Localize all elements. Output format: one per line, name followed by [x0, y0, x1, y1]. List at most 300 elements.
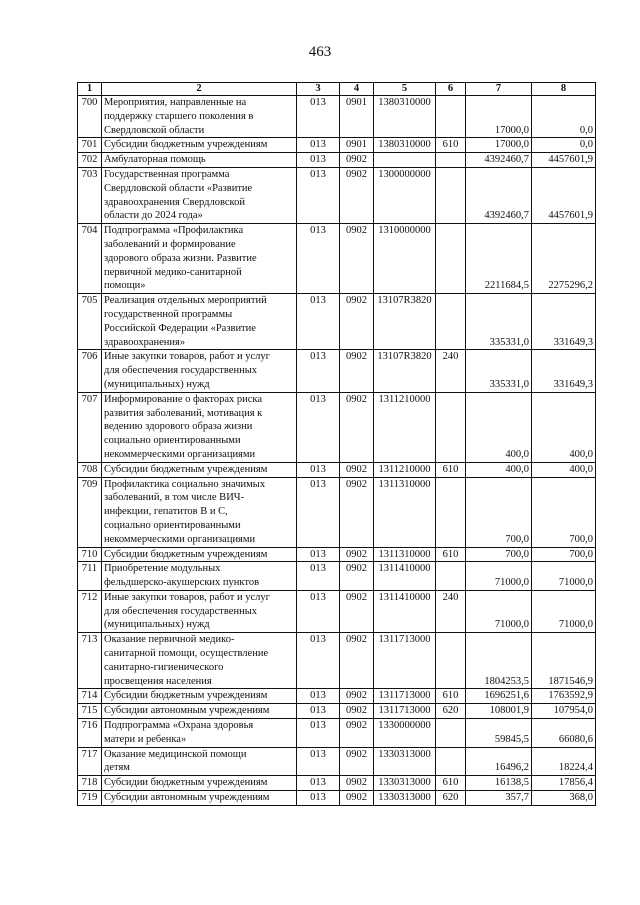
expense-type-cell: [436, 96, 466, 138]
item-name-line: Субсидии бюджетным учреждениям: [104, 777, 268, 789]
expense-type-text: 610: [442, 548, 459, 560]
row-number-cell: [78, 747, 102, 776]
item-name-line: некоммерческими организациями: [104, 533, 256, 545]
amount-year-2-text: 331649,3: [553, 336, 593, 348]
ministry-code-text: 013: [310, 792, 326, 804]
table-body: [78, 96, 596, 806]
table-row: [78, 96, 596, 138]
row-number-text: 716: [81, 720, 98, 732]
row-number-cell: [78, 689, 102, 704]
amount-year-1-text: 400,0: [505, 448, 529, 460]
section-code-text: 0902: [346, 295, 367, 307]
item-name-line: Субсидии бюджетным учреждениям: [104, 139, 268, 151]
target-article-text: 1311713000: [378, 634, 431, 646]
row-number-cell: [78, 791, 102, 806]
table-row: [78, 392, 596, 462]
item-name-line: для обеспечения государственных: [104, 365, 257, 377]
amount-year-1-text: 2211684,5: [484, 280, 529, 292]
amount-year-2-cell: [532, 747, 596, 776]
target-article-text: 1311410000: [378, 591, 431, 603]
row-number-cell: [78, 167, 102, 223]
item-name-line: (муниципальных) нужд: [104, 378, 210, 390]
item-name-line: здравоохранения»: [104, 336, 186, 348]
item-name-cell: [102, 791, 297, 806]
item-name-line: (муниципальных) нужд: [104, 619, 210, 631]
item-name-cell: [102, 392, 297, 462]
item-name-line: для обеспечения государственных: [104, 605, 257, 617]
amount-year-2-text: 700,0: [569, 548, 593, 560]
amount-year-1-cell: [466, 791, 532, 806]
amount-year-1-text: 16138,5: [494, 777, 529, 789]
table-row: [78, 562, 596, 591]
expense-type-cell: [436, 138, 466, 153]
item-name-line: Оказание первичной медико-: [104, 634, 235, 646]
row-number-cell: [78, 462, 102, 477]
row-number-text: 715: [81, 705, 98, 717]
amount-year-2-text: 400,0: [569, 463, 593, 475]
amount-year-2-text: 4457601,9: [548, 210, 593, 222]
ministry-code-text: 013: [310, 351, 326, 363]
expense-type-text: 620: [442, 792, 459, 804]
item-name-line: Приобретение модульных: [104, 563, 221, 575]
section-code-text: 0902: [346, 168, 367, 180]
section-code-text: 0902: [346, 463, 367, 475]
row-number-text: 719: [81, 792, 98, 804]
row-number-text: 700: [81, 97, 98, 108]
amount-year-1-cell: [466, 138, 532, 153]
expense-type-text: 610: [442, 463, 459, 475]
section-code-text: 0902: [346, 351, 367, 363]
ministry-code-cell: [297, 392, 340, 462]
target-article-cell: [374, 153, 436, 168]
ministry-code-cell: [297, 689, 340, 704]
row-number-cell: [78, 704, 102, 719]
row-number-cell: [78, 562, 102, 591]
table-row: [78, 138, 596, 153]
amount-year-2-text: 4457601,9: [548, 154, 593, 166]
row-number-cell: [78, 719, 102, 748]
target-article-text: 1300000000: [378, 168, 431, 180]
expense-type-cell: [436, 294, 466, 350]
section-code-cell: [340, 392, 374, 462]
row-number-cell: [78, 138, 102, 153]
ministry-code-cell: [297, 294, 340, 350]
item-name-cell: [102, 224, 297, 294]
amount-year-1-text: 1804253,5: [484, 675, 529, 687]
amount-year-2-text: 1871546,9: [548, 675, 593, 687]
table-row: [78, 167, 596, 223]
row-number-text: 714: [81, 690, 98, 702]
item-name-line: Реализация отдельных мероприятий: [104, 295, 267, 307]
amount-year-2-text: 17856,4: [558, 777, 593, 789]
target-article-cell: [374, 462, 436, 477]
target-article-text: 1330000000: [378, 720, 431, 732]
target-article-text: 1311210000: [378, 393, 431, 405]
section-code-cell: [340, 96, 374, 138]
item-name-line: матери и ребенка»: [104, 733, 187, 745]
table-row: [78, 791, 596, 806]
expense-type-cell: [436, 633, 466, 689]
target-article-cell: [374, 350, 436, 392]
item-name-line: Иные закупки товаров, работ и услуг: [104, 591, 270, 603]
row-number-cell: [78, 96, 102, 138]
row-number-text: 718: [81, 777, 98, 789]
table-row: [78, 153, 596, 168]
row-number-cell: [78, 633, 102, 689]
section-code-text: 0902: [346, 591, 367, 603]
amount-year-2-text: 1763592,9: [548, 690, 593, 702]
ministry-code-cell: [297, 138, 340, 153]
target-article-cell: [374, 96, 436, 138]
expense-type-cell: [436, 547, 466, 562]
ministry-code-text: 013: [310, 777, 326, 789]
target-article-text: 1380310000: [378, 139, 431, 151]
section-code-text: 0901: [346, 97, 367, 108]
amount-year-2-cell: [532, 633, 596, 689]
amount-year-1-text: 357,7: [505, 792, 529, 804]
amount-year-2-cell: [532, 138, 596, 153]
amount-year-1-cell: [466, 633, 532, 689]
row-number-text: 702: [81, 154, 98, 166]
item-name-cell: [102, 633, 297, 689]
section-code-text: 0902: [346, 690, 367, 702]
item-name-line: фельдшерско-акушерских пунктов: [104, 577, 260, 589]
row-number-text: 711: [81, 563, 98, 575]
item-name-line: здравоохранения Свердловской: [104, 196, 245, 208]
target-article-cell: [374, 224, 436, 294]
ministry-code-cell: [297, 747, 340, 776]
row-number-cell: [78, 776, 102, 791]
ministry-code-text: 013: [310, 168, 326, 180]
item-name-line: Иные закупки товаров, работ и услуг: [104, 351, 270, 363]
target-article-cell: [374, 791, 436, 806]
amount-year-1-text: 1696251,6: [484, 690, 529, 702]
item-name-line: Подпрограмма «Охрана здоровья: [104, 720, 254, 732]
amount-year-2-cell: [532, 776, 596, 791]
expense-type-text: 610: [442, 690, 459, 702]
item-name-line: Субсидии бюджетным учреждениям: [104, 548, 268, 560]
amount-year-2-cell: [532, 477, 596, 547]
target-article-text: 13107R3820: [377, 295, 432, 307]
target-article-cell: [374, 590, 436, 632]
column-header: 3: [297, 83, 340, 96]
table-row: [78, 704, 596, 719]
item-name-cell: [102, 747, 297, 776]
ministry-code-cell: [297, 590, 340, 632]
target-article-cell: [374, 562, 436, 591]
ministry-code-text: 013: [310, 295, 326, 307]
section-code-cell: [340, 477, 374, 547]
row-number-cell: [78, 224, 102, 294]
ministry-code-cell: [297, 719, 340, 748]
item-name-line: Профилактика социально значимых: [104, 478, 266, 490]
section-code-cell: [340, 590, 374, 632]
table-row: [78, 776, 596, 791]
item-name-line: поддержку старшего поколения в: [104, 110, 254, 122]
row-number-text: 705: [81, 295, 98, 307]
section-code-cell: [340, 350, 374, 392]
target-article-text: 1330313000: [378, 748, 431, 760]
ministry-code-text: 013: [310, 634, 326, 646]
target-article-cell: [374, 633, 436, 689]
ministry-code-cell: [297, 96, 340, 138]
table-row: [78, 747, 596, 776]
item-name-cell: [102, 689, 297, 704]
table-row: [78, 350, 596, 392]
section-code-text: 0902: [346, 478, 367, 490]
amount-year-1-text: 335331,0: [489, 378, 529, 390]
amount-year-1-text: 4392460,7: [484, 154, 529, 166]
ministry-code-text: 013: [310, 748, 326, 760]
section-code-cell: [340, 719, 374, 748]
target-article-text: 1330313000: [378, 792, 431, 804]
ministry-code-text: 013: [310, 478, 326, 490]
row-number-text: 704: [81, 225, 98, 237]
column-header: 1: [78, 83, 102, 96]
header-row: [78, 83, 596, 96]
section-code-text: 0902: [346, 720, 367, 732]
amount-year-2-text: 107954,0: [553, 705, 593, 717]
table-row: [78, 224, 596, 294]
amount-year-1-cell: [466, 776, 532, 791]
table-row: [78, 547, 596, 562]
table-row: [78, 462, 596, 477]
row-number-cell: [78, 547, 102, 562]
expense-type-cell: [436, 153, 466, 168]
target-article-text: 1311310000: [378, 478, 431, 490]
amount-year-1-cell: [466, 167, 532, 223]
table-row: [78, 719, 596, 748]
ministry-code-text: 013: [310, 563, 326, 575]
target-article-text: 1310000000: [378, 225, 431, 237]
table-row: [78, 689, 596, 704]
expense-type-cell: [436, 791, 466, 806]
amount-year-1-cell: [466, 462, 532, 477]
target-article-text: 1311210000: [378, 463, 431, 475]
item-name-line: Субсидии бюджетным учреждениям: [104, 690, 268, 702]
row-number-cell: [78, 153, 102, 168]
item-name-line: Подпрограмма «Профилактика: [104, 225, 244, 237]
section-code-cell: [340, 747, 374, 776]
section-code-cell: [340, 791, 374, 806]
ministry-code-text: 013: [310, 97, 326, 108]
expense-type-cell: [436, 704, 466, 719]
amount-year-1-text: 71000,0: [494, 619, 529, 631]
ministry-code-cell: [297, 167, 340, 223]
amount-year-1-text: 4392460,7: [484, 210, 529, 222]
amount-year-1-cell: [466, 704, 532, 719]
item-name-line: Российской Федерации «Развитие: [104, 322, 256, 334]
amount-year-1-cell: [466, 350, 532, 392]
target-article-cell: [374, 747, 436, 776]
amount-year-2-text: 71000,0: [558, 619, 593, 631]
target-article-text: 1311410000: [378, 563, 431, 575]
item-name-line: санитарной помощи, осуществление: [104, 648, 269, 660]
section-code-text: 0902: [346, 154, 367, 166]
row-number-text: 703: [81, 168, 98, 180]
ministry-code-text: 013: [310, 591, 326, 603]
target-article-cell: [374, 294, 436, 350]
amount-year-1-cell: [466, 562, 532, 591]
target-article-cell: [374, 167, 436, 223]
section-code-cell: [340, 547, 374, 562]
section-code-cell: [340, 167, 374, 223]
column-header: 2: [102, 83, 297, 96]
section-code-cell: [340, 633, 374, 689]
ministry-code-text: 013: [310, 548, 326, 560]
amount-year-1-text: 17000,0: [494, 124, 529, 136]
section-code-text: 0902: [346, 563, 367, 575]
amount-year-2-cell: [532, 294, 596, 350]
item-name-cell: [102, 96, 297, 138]
ministry-code-cell: [297, 547, 340, 562]
row-number-text: 712: [81, 591, 98, 603]
item-name-cell: [102, 704, 297, 719]
item-name-cell: [102, 167, 297, 223]
item-name-line: Информирование о факторах риска: [104, 393, 263, 405]
amount-year-2-cell: [532, 350, 596, 392]
amount-year-1-cell: [466, 590, 532, 632]
ministry-code-cell: [297, 562, 340, 591]
amount-year-1-text: 700,0: [505, 533, 529, 545]
amount-year-2-cell: [532, 167, 596, 223]
ministry-code-text: 013: [310, 720, 326, 732]
expense-type-text: 610: [442, 139, 459, 151]
section-code-text: 0902: [346, 634, 367, 646]
item-name-line: заболеваний, в том числе ВИЧ-: [104, 492, 245, 504]
section-code-text: 0902: [346, 777, 367, 789]
row-number-text: 706: [81, 351, 98, 363]
item-name-line: социально ориентированными: [104, 435, 241, 447]
expense-type-cell: [436, 224, 466, 294]
item-name-line: просвещения населения: [104, 675, 212, 687]
amount-year-2-text: 0,0: [579, 124, 593, 136]
item-name-line: Субсидии бюджетным учреждениям: [104, 463, 268, 475]
amount-year-1-text: 400,0: [505, 463, 529, 475]
ministry-code-text: 013: [310, 225, 326, 237]
amount-year-1-cell: [466, 294, 532, 350]
row-number-text: 713: [81, 634, 98, 646]
expense-type-cell: [436, 776, 466, 791]
item-name-line: государственной программы: [104, 308, 233, 320]
ministry-code-text: 013: [310, 463, 326, 475]
ministry-code-cell: [297, 350, 340, 392]
item-name-line: детям: [104, 762, 130, 774]
ministry-code-text: 013: [310, 393, 326, 405]
ministry-code-cell: [297, 633, 340, 689]
item-name-cell: [102, 294, 297, 350]
amount-year-2-text: 0,0: [579, 139, 593, 151]
item-name-line: Амбулаторная помощь: [104, 154, 206, 166]
ministry-code-text: 013: [310, 705, 326, 717]
amount-year-1-cell: [466, 392, 532, 462]
amount-year-2-cell: [532, 689, 596, 704]
amount-year-1-text: 59845,5: [494, 733, 529, 745]
expense-type-cell: [436, 590, 466, 632]
target-article-text: 1380310000: [378, 97, 431, 108]
target-article-text: 1330313000: [378, 777, 431, 789]
amount-year-1-cell: [466, 547, 532, 562]
amount-year-2-cell: [532, 704, 596, 719]
amount-year-2-cell: [532, 562, 596, 591]
amount-year-2-cell: [532, 96, 596, 138]
amount-year-2-text: 331649,3: [553, 378, 593, 390]
column-header: 5: [374, 83, 436, 96]
amount-year-2-text: 368,0: [569, 792, 593, 804]
ministry-code-cell: [297, 224, 340, 294]
item-name-cell: [102, 462, 297, 477]
row-number-cell: [78, 590, 102, 632]
ministry-code-cell: [297, 704, 340, 719]
amount-year-2-cell: [532, 719, 596, 748]
item-name-line: Свердловской области «Развитие: [104, 182, 253, 194]
target-article-cell: [374, 138, 436, 153]
row-number-text: 708: [81, 463, 98, 475]
row-number-cell: [78, 294, 102, 350]
expense-type-text: 240: [442, 591, 459, 603]
ministry-code-cell: [297, 776, 340, 791]
section-code-cell: [340, 224, 374, 294]
table-row: [78, 590, 596, 632]
amount-year-1-cell: [466, 689, 532, 704]
row-number-text: 717: [81, 748, 98, 760]
column-header: 7: [466, 83, 532, 96]
row-number-text: 710: [81, 548, 98, 560]
ministry-code-text: 013: [310, 154, 326, 166]
expense-type-text: 610: [442, 777, 459, 789]
row-number-cell: [78, 392, 102, 462]
item-name-cell: [102, 719, 297, 748]
item-name-line: помощи»: [104, 280, 146, 292]
amount-year-2-cell: [532, 392, 596, 462]
ministry-code-text: 013: [310, 139, 326, 151]
ministry-code-cell: [297, 462, 340, 477]
item-name-cell: [102, 138, 297, 153]
section-code-text: 0902: [346, 393, 367, 405]
item-name-cell: [102, 562, 297, 591]
section-code-text: 0901: [346, 139, 367, 151]
expense-type-cell: [436, 689, 466, 704]
section-code-text: 0902: [346, 705, 367, 717]
amount-year-1-cell: [466, 224, 532, 294]
amount-year-2-cell: [532, 153, 596, 168]
item-name-line: развития заболеваний, мотивация к: [104, 407, 263, 419]
amount-year-1-cell: [466, 96, 532, 138]
column-header: 8: [532, 83, 596, 96]
section-code-cell: [340, 689, 374, 704]
item-name-cell: [102, 547, 297, 562]
item-name-line: Свердловской области: [104, 124, 205, 136]
column-header: 4: [340, 83, 374, 96]
item-name-line: ведению здорового образа жизни: [104, 421, 253, 433]
target-article-cell: [374, 689, 436, 704]
item-name-line: Государственная программа: [104, 168, 230, 180]
amount-year-2-text: 700,0: [569, 533, 593, 545]
item-name-line: инфекции, гепатитов В и С,: [104, 506, 228, 518]
section-code-cell: [340, 138, 374, 153]
amount-year-1-cell: [466, 719, 532, 748]
item-name-line: первичной медико-санитарной: [104, 266, 242, 278]
section-code-text: 0902: [346, 548, 367, 560]
target-article-cell: [374, 547, 436, 562]
target-article-cell: [374, 477, 436, 547]
amount-year-1-text: 700,0: [505, 548, 529, 560]
amount-year-2-cell: [532, 590, 596, 632]
amount-year-2-text: 18224,4: [558, 762, 593, 774]
table-row: [78, 294, 596, 350]
target-article-text: 1311713000: [378, 705, 431, 717]
table-row: [78, 633, 596, 689]
